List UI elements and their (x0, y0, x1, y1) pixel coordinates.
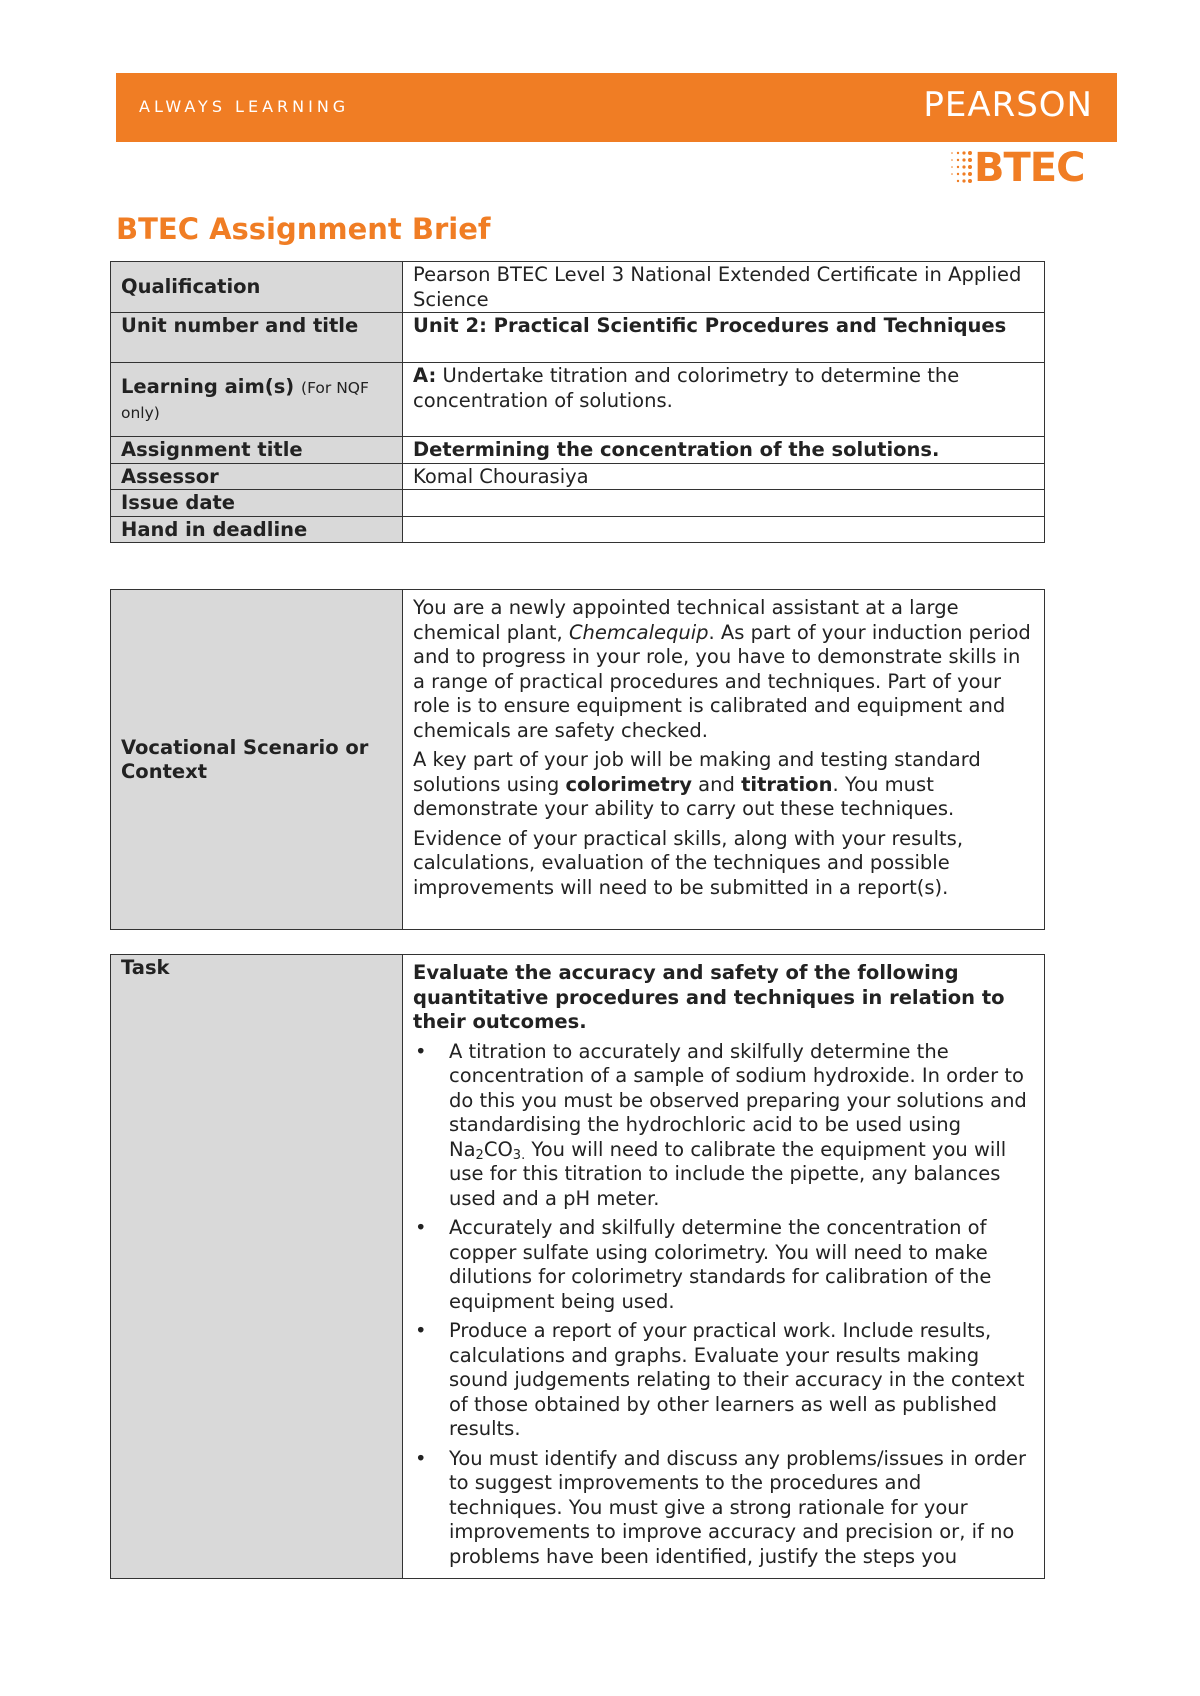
assessor-value: Komal Chourasiya (403, 463, 1045, 490)
assignment-title-label: Assignment title (111, 437, 403, 464)
subscript: 2 (475, 1147, 484, 1163)
assignment-title-value: Determining the concentration of the solutions. (403, 437, 1045, 464)
bullet-icon: • (415, 1216, 427, 1239)
company-name: Chemcalequip (568, 620, 709, 644)
table-row (111, 590, 1045, 930)
learning-aim-label-cell (111, 363, 403, 437)
scenario-text: and (691, 772, 742, 796)
task-text: You will need to calibrate the equipment you will use for this titration to include the pipette, any balances used and a pH meter. (449, 1137, 1007, 1210)
scenario-text: . You must demonstrate your ability to carry out these techniques. (413, 772, 955, 820)
tagline: ALWAYS LEARNING (139, 97, 350, 116)
scenario-content (403, 590, 1045, 930)
learning-aim-label: Learning aim(s) (121, 374, 295, 398)
scenario-label: Vocational Scenario or Context (111, 590, 403, 930)
task-heading: Evaluate the accuracy and safety of the following quantitative procedures and techniques in relation to their outcomes. (413, 961, 1005, 1033)
btec-logo (948, 147, 1098, 193)
bullet-icon: • (415, 1446, 427, 1470)
table-row (111, 363, 1045, 437)
assessor-label: Assessor (111, 463, 403, 490)
learning-aim-value: Undertake titration and colorimetry to determine the concentration of solutions. (413, 364, 960, 412)
subscript: 3. (512, 1147, 526, 1163)
table-row (111, 262, 1045, 313)
scenario-text: You are a newly appointed technical assistant at a large chemical plant, (413, 596, 959, 644)
page-title: BTEC Assignment Brief (116, 212, 491, 246)
task-content (403, 955, 1045, 1579)
scenario-paragraph (413, 748, 1034, 822)
task-text: A titration to accurately and skilfully determine the concentration of a sample of sodium hydroxide. In order to do this you must be observed preparing your solutions and standardising the hydrochloric acid to be used using Na (449, 1039, 1027, 1161)
table-row (111, 313, 1045, 363)
list-item (413, 1319, 1034, 1442)
deadline-value (403, 516, 1045, 543)
details-table (110, 261, 1045, 543)
task-list (413, 1040, 1034, 1570)
task-text: CO (483, 1137, 513, 1161)
list-item (413, 1040, 1034, 1212)
learning-aim-prefix: A: (413, 364, 437, 387)
task-text: You must identify and discuss any problems/issues in order to suggest improvements to the procedures and techniques. You must give a strong rationale for your improvements to improve accuracy and precision or, if no problems have been identified, justify the steps you (449, 1446, 1026, 1568)
task-text: Produce a report of your practical work. Include results, calculations and graphs. Evaluate your results making sound judgements relating to their accuracy in the context of those obtained by other learners as well as published results. (449, 1319, 1025, 1440)
learning-aim-note: (For NQF only) (121, 378, 369, 422)
qualification-label: Qualification (111, 262, 403, 313)
bullet-icon: • (415, 1039, 427, 1063)
issue-date-label: Issue date (111, 490, 403, 517)
table-row (111, 490, 1045, 517)
header-banner (116, 73, 1117, 142)
table-row (111, 437, 1045, 464)
qualification-value: Pearson BTEC Level 3 National Extended Certificate in Applied Science (403, 262, 1045, 313)
scenario-text: A key part of your job will be making and testing standard solutions using (413, 748, 981, 796)
issue-date-value (403, 490, 1045, 517)
scenario-paragraph: Evidence of your practical skills, along with your results, calculations, evaluation of the techniques and possible improvements will need to be submitted in a report(s). (413, 826, 964, 899)
bullet-icon: • (415, 1319, 427, 1342)
table-row (111, 516, 1045, 543)
task-text: Accurately and skilfully determine the concentration of copper sulfate using colorimetry. You will need to make dilutions for colorimetry standards for calibration of the equipment being used. (449, 1216, 992, 1313)
unit-value: Unit 2: Practical Scientific Procedures and Techniques (403, 313, 1045, 363)
btec-wordmark: BTEC (974, 145, 1085, 191)
pearson-logo: PEARSON (923, 85, 1093, 125)
term-colorimetry: colorimetry (565, 772, 692, 796)
learning-aim-cell (403, 363, 1045, 437)
scenario-paragraph (413, 596, 1034, 743)
unit-label: Unit number and title (111, 313, 403, 363)
table-row (111, 463, 1045, 490)
task-table (110, 954, 1045, 1579)
scenario-text: . As part of your induction period and to progress in your role, you have to demonstrate skills in a range of practical procedures and techniques. Part of your role is to ensure equipment is calibrated and equipment and chemicals are safety checked. (413, 620, 1031, 742)
term-titration: titration (741, 772, 833, 796)
list-item (413, 1447, 1034, 1570)
deadline-label: Hand in deadline (111, 516, 403, 543)
btec-dots-icon (948, 149, 974, 189)
scenario-table (110, 589, 1045, 930)
table-row (111, 955, 1045, 1579)
task-label: Task (111, 955, 403, 1579)
list-item (413, 1216, 1034, 1314)
